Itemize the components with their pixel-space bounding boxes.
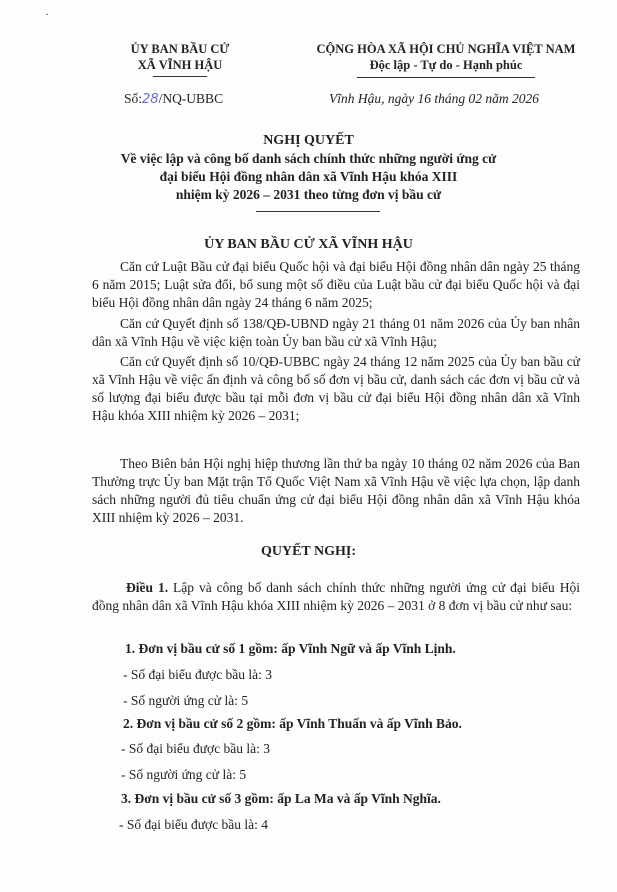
title-line2: đại biểu Hội đồng nhân dân xã Vĩnh Hậu khóa XIII <box>159 169 458 184</box>
place-date: Vĩnh Hậu, ngày 16 tháng 02 năm 2026 <box>329 91 539 106</box>
title-underline <box>256 211 380 212</box>
unit-1-title: 1. Đơn vị bầu cử số 1 gồm: ấp Vĩnh Ngữ và ấp Vĩnh Lịnh. <box>125 641 456 656</box>
document-number: Số:28/NQ-UBBC <box>124 91 224 107</box>
preamble-3: Căn cứ Quyết định số 10/QĐ-UBBC ngày 24 tháng 12 năm 2025 của Ủy ban bầu cử xã Vĩnh Hậu về việc ấn định và công bố số đơn vị bầu cử, danh sách các đơn vị bầu cử và số lượng đại biểu được bầu tại mỗi đơn vị bầu cử đại biểu Hội đồng nhân dân xã Vĩnh Hậu khóa XIII nhiệm kỳ 2026 – 2031; <box>92 354 580 423</box>
issuer-underline <box>153 76 207 77</box>
unit-2-title: 2. Đơn vị bầu cử số 2 gồm: ấp Vĩnh Thuấn và ấp Vĩnh Bảo. <box>123 716 462 731</box>
unit-1-delegates: - Số đại biểu được bầu là: 3 <box>123 667 273 682</box>
preamble-1: Căn cứ Luật Bầu cử đại biểu Quốc hội và đại biểu Hội đồng nhân dân ngày 25 tháng 6 năm 2015; Luật sửa đổi, bổ sung một số điều của Luật bầu cử đại biểu Quốc hội và đại biểu Hội đồng nhân dân ngày 24 tháng 6 năm 2025; <box>92 259 580 310</box>
unit-2-delegates: - Số đại biểu được bầu là: 3 <box>121 741 271 756</box>
decision-heading: QUYẾT NGHỊ: <box>260 544 357 559</box>
unit-1-candidates: - Số người ứng cử là: 5 <box>123 693 249 708</box>
preamble-4: Theo Biên bản Hội nghị hiệp thương lần thứ ba ngày 10 tháng 02 năm 2026 của Ban Thường trực Ủy ban Mặt trận Tổ Quốc Việt Nam xã Vĩnh Hậu về việc lựa chọn, lập danh sách những người đủ tiêu chuẩn ứng cử đại biểu Hội đồng nhân dân xã Vĩnh Hậu khóa XIII nhiệm kỳ 2026 – 2031. <box>92 456 580 525</box>
scan-mark: ˙ <box>45 10 50 25</box>
issuing-body: ỦY BAN BẦU CỬ XÃ VĨNH HẬU <box>204 237 413 252</box>
issuer-line2: XÃ VĨNH HẬU <box>137 58 223 72</box>
issuer-line1: ỦY BAN BẦU CỬ <box>130 42 230 56</box>
national-motto: Độc lập - Tự do - Hạnh phúc <box>369 58 523 72</box>
unit-3-title: 3. Đơn vị bầu cử số 3 gồm: ấp La Ma và ấp Vĩnh Nghĩa. <box>121 791 441 806</box>
title-line3: nhiệm kỳ 2026 – 2031 theo từng đơn vị bầu cử <box>175 187 442 202</box>
article-1: Điều 1. Lập và công bố danh sách chính thức những người ứng cử đại biểu Hội đồng nhân dân xã Vĩnh Hậu khóa XIII nhiệm kỳ 2026 – 2031 ở 8 đơn vị bầu cử như sau: <box>92 580 580 613</box>
motto-underline <box>357 77 535 78</box>
title-line1: Về việc lập và công bố danh sách chính thức những người ứng cử <box>120 151 497 166</box>
national-title: CỘNG HÒA XÃ HỘI CHỦ NGHĨA VIỆT NAM <box>316 42 576 56</box>
document-type: NGHỊ QUYẾT <box>263 133 354 148</box>
unit-2-candidates: - Số người ứng cử là: 5 <box>121 767 247 782</box>
unit-3-delegates: - Số đại biểu được bầu là: 4 <box>119 817 269 832</box>
preamble-2: Căn cứ Quyết định số 138/QĐ-UBND ngày 21 tháng 01 năm 2026 của Ủy ban nhân dân xã Vĩnh Hậu về việc kiện toàn Ủy ban bầu cử xã Vĩnh Hậu; <box>92 316 580 349</box>
handwritten-number: 28 <box>142 92 159 107</box>
